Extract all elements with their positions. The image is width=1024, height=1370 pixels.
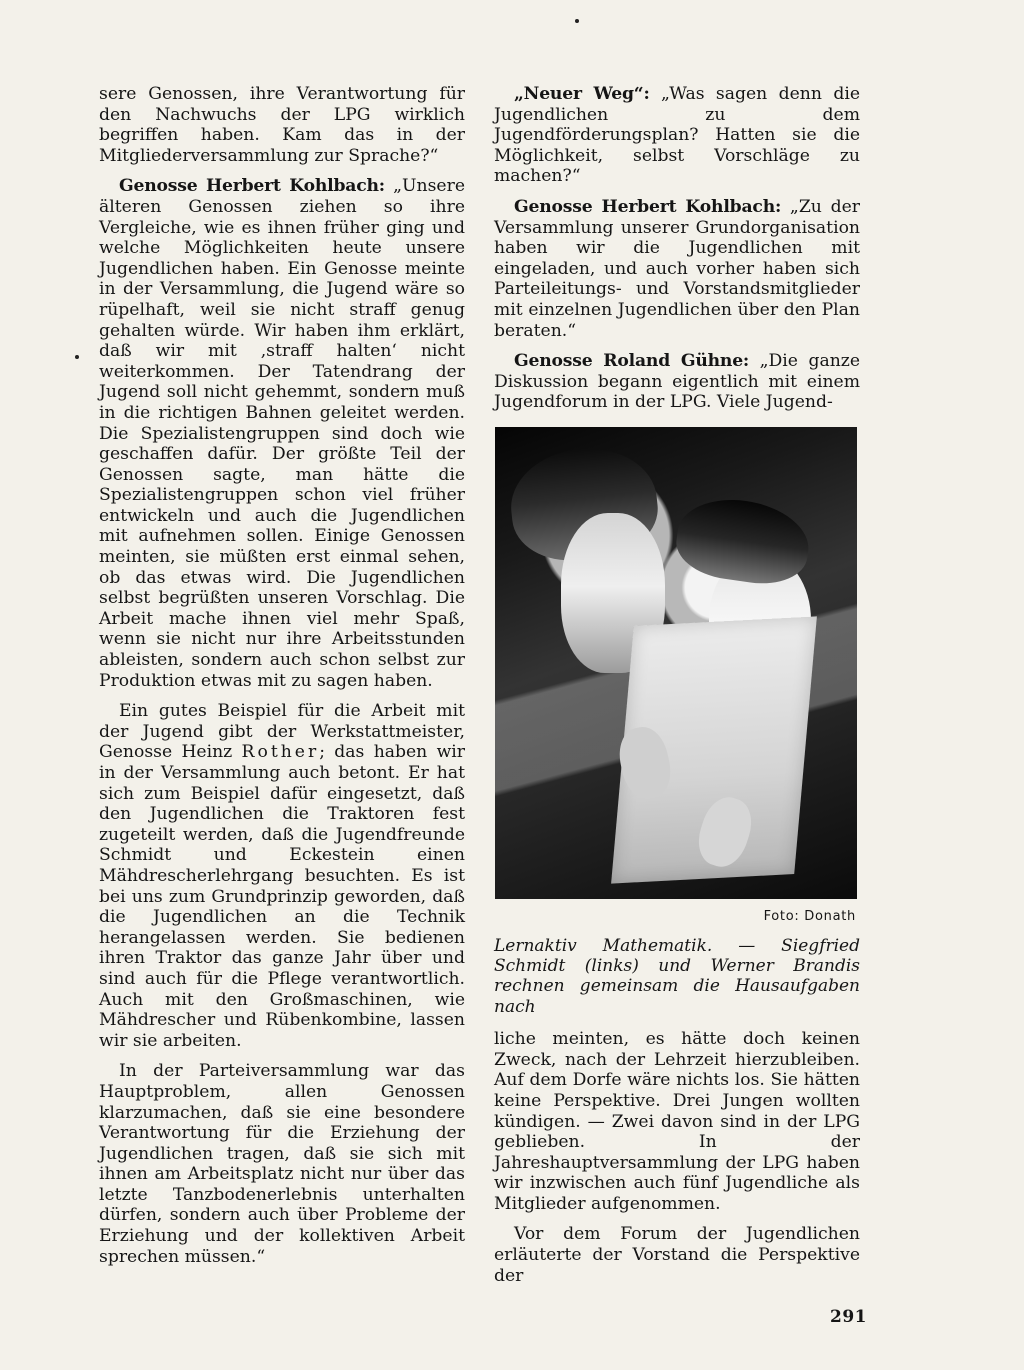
paragraph-text: ; das haben wir in der Versammlung auch betont. Er hat sich zum Beispiel dafür eingesetzt, daß den Jugendlichen die Traktoren fest zugeteilt werden, daß die Jugendfreunde Schmidt und Eckestein einen Mähdrescherlehrgang besuchten. Es ist bei uns zum Grundprinzip geworden, daß die Jugendlichen an die Technik herangelassen werden. Sie bedienen ihren Traktor das ganze Jahr über und sind auch für die Pflege verantwortlich. Auch mit den Großmaschinen, wie Mähdrescher und Rübenkombine, lassen wir sie arbeiten. xyxy=(99,742,465,1051)
paragraph-text: Ein gutes Beispiel für die Arbeit mit der Jugend gibt der Werkstattmeister, Genosse Heinz xyxy=(99,701,465,763)
paragraph xyxy=(99,1061,465,1267)
paragraph xyxy=(494,1224,860,1286)
speaker-name: Genosse Herbert Kohlbach: xyxy=(514,196,782,217)
paragraph xyxy=(494,1029,860,1214)
scan-mark xyxy=(575,19,579,23)
paragraph-text: „Was sagen denn die Jugendlichen zu dem Jugendförderungsplan? Hatten sie die Möglichkeit, selbst Vorschläge zu machen?“ xyxy=(494,84,861,187)
emphasized-name: Rother xyxy=(241,742,320,763)
photo-caption: Lernaktiv Mathematik. — Siegfried Schmidt (links) und Werner Brandis rechnen gemeinsam die Hausaufgaben nach xyxy=(494,935,860,1017)
paragraph-text: sere Genossen, ihre Verantwortung für den Nachwuchs der LPG wirklich begriffen haben. Kam das in der Mitgliederversammlung zur Sprache?“ xyxy=(99,84,465,166)
scan-mark xyxy=(75,355,79,359)
paragraph xyxy=(494,84,860,187)
right-column xyxy=(494,84,860,1296)
paragraph xyxy=(99,84,465,166)
left-column xyxy=(99,84,465,1277)
paragraph xyxy=(494,197,860,341)
photo-credit: Foto: Donath xyxy=(763,908,856,924)
paragraph xyxy=(494,351,860,413)
paragraph-text: Vor dem Forum der Jugendlichen erläuterte der Vorstand die Perspektive der xyxy=(494,1224,860,1286)
speaker-name: Genosse Herbert Kohlbach: xyxy=(119,176,385,197)
page-number: 291 xyxy=(830,1307,867,1327)
paragraph xyxy=(99,176,465,691)
photo-block xyxy=(494,427,860,1017)
paragraph-text: „Die ganze Diskussion begann eigentlich mit einem Jugendforum in der LPG. Viele Jugend- xyxy=(494,351,860,413)
paragraph-text: „Unsere älteren Genossen ziehen so ihre Vergleiche, wie es ihnen früher ging und welche Möglichkeiten heute unsere Jugendlichen haben. Ein Genosse meinte in der Versammlung, die Jugend wäre so rüpelhaft, weil sie nicht straff genug gehalten würde. Wir haben ihm erklärt, daß wir mit ‚straff halten‘ nicht weiterkommen. Der Tatendrang der Jugend soll nicht gehemmt, sondern muß in die richtigen Bahnen geleitet werden. Die Spezialistengruppen sind doch wie geschaffen dafür. Der größte Teil der Genossen sagte, man hätte die Spezialistengruppen schon viel früher entwickeln und auch die Jugendlichen mit aufnehmen sollen. Einige Genossen meinten, sie müßten erst einmal sehen, ob das etwas wird. Die Jugendlichen selbst begrüßten unseren Vorschlag. Die Arbeit mache ihnen viel mehr Spaß, wenn sie nicht nur ihre Arbeitsstunden ableisten, sondern auch schon selbst zur Produktion etwas mit zu sagen haben. xyxy=(99,176,465,691)
paragraph-text: In der Parteiversammlung war das Hauptproblem, allen Genossen klarzumachen, daß sie eine besondere Verantwortung für die Erziehung der Jugendlichen tragen, daß sie sich mit ihnen am Arbeitsplatz nicht nur über das letzte Tanzbodenerlebnis unterhalten dürfen, sondern auch über Probleme der Erziehung und der kollektiven Arbeit sprechen müssen.“ xyxy=(99,1061,465,1267)
photo xyxy=(495,427,857,899)
paragraph xyxy=(99,701,465,1051)
speaker-name: Genosse Roland Gühne: xyxy=(514,351,750,372)
speaker-name: „Neuer Weg“: xyxy=(514,84,650,104)
paragraph-text: liche meinten, es hätte doch keinen Zweck, nach der Lehrzeit hierzubleiben. Auf dem Dorfe wäre nichts los. Sie hätten keine Perspektive. Drei Jungen wollten kündigen. — Zwei davon sind in der LPG geblieben. In der Jahreshauptversammlung der LPG haben wir inzwischen auch fünf Jugendliche als Mitglieder aufgenommen. xyxy=(494,1029,860,1214)
paragraph-text: „Zu der Versammlung unserer Grundorganisation haben wir die Jugendlichen mit eingeladen, und auch vorher haben sich Parteileitungs- und Vorstandsmitglieder mit einzelnen Jugendlichen über den Plan beraten.“ xyxy=(494,196,860,341)
